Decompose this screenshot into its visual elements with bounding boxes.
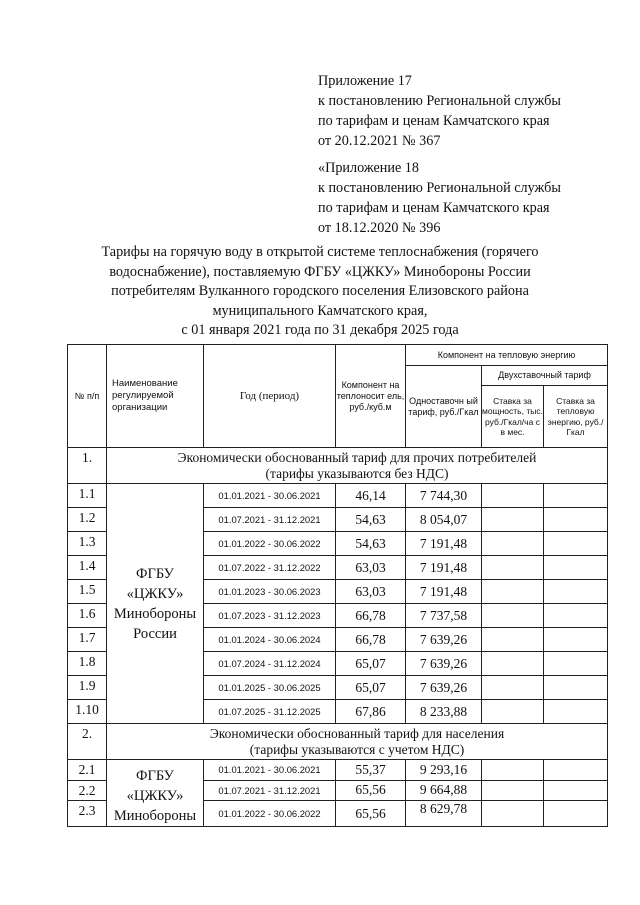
water-component-cell: 54,63	[336, 532, 406, 556]
section-number: 2.	[68, 724, 107, 760]
header-two-part-tariff: Двухставочный тариф	[482, 366, 608, 386]
energy-rate-cell	[544, 760, 608, 781]
section-title-line: (тарифы указываются с учетом НДС)	[249, 741, 465, 757]
one-part-tariff-cell: 8 629,78	[406, 801, 482, 827]
one-part-tariff-cell: 7 639,26	[406, 652, 482, 676]
energy-rate-cell	[544, 652, 608, 676]
title-line: Тарифы на горячую воду в открытой системе теплоснабжения (горячего	[101, 244, 539, 260]
header-one-part-tariff: Одноставочн ый тариф, руб./Гкал	[406, 366, 482, 448]
row-number: 1.5	[68, 580, 107, 604]
water-component-cell: 66,78	[336, 604, 406, 628]
section-row	[68, 448, 608, 484]
period-cell: 01.07.2024 - 31.12.2024	[204, 652, 336, 676]
row-number: 1.8	[68, 652, 107, 676]
one-part-tariff-cell: 7 737,58	[406, 604, 482, 628]
title-line: потребителям Вулканного городского поселения Елизовского района	[111, 283, 529, 299]
header-org: Наименование регулируемой организации	[107, 345, 204, 448]
period-cell: 01.01.2022 - 30.06.2022	[204, 801, 336, 827]
one-part-tariff-cell: 7 744,30	[406, 484, 482, 508]
title-line: муниципального Камчатского края,	[212, 302, 428, 319]
period-cell: 01.07.2023 - 31.12.2023	[204, 604, 336, 628]
capacity-rate-cell	[482, 580, 544, 604]
one-part-tariff-cell: 7 639,26	[406, 628, 482, 652]
header-energy-rate: Ставка за тепловую энергию, руб./Гкал	[544, 386, 608, 448]
row-number: 2.2	[68, 780, 107, 801]
row-number: 1.2	[68, 508, 107, 532]
annex-line: к постановлению Региональной службы	[318, 93, 561, 109]
title-line: с 01 января 2021 года по 31 декабря 2025 года	[181, 322, 459, 338]
water-component-cell: 65,56	[336, 801, 406, 827]
row-number: 2.3	[68, 801, 107, 827]
water-component-cell: 66,78	[336, 628, 406, 652]
row-number: 1.3	[68, 532, 107, 556]
header-capacity-rate: Ставка за мощность, тыс. руб./Гкал/ча с в мес.	[482, 386, 544, 448]
annex-previous-reference	[318, 158, 618, 238]
one-part-tariff-cell: 9 664,88	[406, 780, 482, 801]
annex-line: от 18.12.2020 № 396	[318, 220, 441, 236]
capacity-rate-cell	[482, 652, 544, 676]
section-title	[107, 724, 608, 760]
row-number: 1.6	[68, 604, 107, 628]
org-line: ФГБУ	[136, 565, 174, 582]
annex-current-reference	[318, 71, 618, 151]
section-number: 1.	[68, 448, 107, 484]
header-heat-component: Компонент на тепловую энергию	[406, 345, 608, 366]
one-part-tariff-cell: 7 639,26	[406, 676, 482, 700]
period-cell: 01.01.2022 - 30.06.2022	[204, 532, 336, 556]
table-row	[68, 760, 608, 781]
row-number: 1.7	[68, 628, 107, 652]
organization-cell	[107, 760, 204, 827]
period-cell: 01.01.2023 - 30.06.2023	[204, 580, 336, 604]
one-part-tariff-cell: 7 191,48	[406, 556, 482, 580]
capacity-rate-cell	[482, 508, 544, 532]
header-period: Год (период)	[204, 345, 336, 448]
organization-cell	[107, 484, 204, 724]
one-part-tariff-cell: 8 233,88	[406, 700, 482, 724]
energy-rate-cell	[544, 780, 608, 801]
water-component-cell: 54,63	[336, 508, 406, 532]
row-number: 1.4	[68, 556, 107, 580]
annex-line: Приложение 17	[318, 73, 412, 89]
capacity-rate-cell	[482, 628, 544, 652]
energy-rate-cell	[544, 484, 608, 508]
capacity-rate-cell	[482, 700, 544, 724]
header-num: № п/п	[68, 345, 107, 448]
annex-line: «Приложение 18	[318, 160, 419, 176]
capacity-rate-cell	[482, 760, 544, 781]
water-component-cell: 65,07	[336, 676, 406, 700]
energy-rate-cell	[544, 801, 608, 827]
energy-rate-cell	[544, 604, 608, 628]
capacity-rate-cell	[482, 532, 544, 556]
water-component-cell: 67,86	[336, 700, 406, 724]
water-component-cell: 63,03	[336, 556, 406, 580]
section-title	[107, 448, 608, 484]
water-component-cell: 55,37	[336, 760, 406, 781]
capacity-rate-cell	[482, 676, 544, 700]
capacity-rate-cell	[482, 556, 544, 580]
one-part-tariff-cell: 7 191,48	[406, 532, 482, 556]
period-cell: 01.01.2024 - 30.06.2024	[204, 628, 336, 652]
capacity-rate-cell	[482, 780, 544, 801]
energy-rate-cell	[544, 676, 608, 700]
period-cell: 01.07.2025 - 31.12.2025	[204, 700, 336, 724]
period-cell: 01.01.2021 - 30.06.2021	[204, 484, 336, 508]
one-part-tariff-cell: 8 054,07	[406, 508, 482, 532]
annex-line: к постановлению Региональной службы	[318, 180, 561, 196]
section-row	[68, 724, 608, 760]
document-title	[60, 243, 580, 341]
water-component-cell: 65,07	[336, 652, 406, 676]
water-component-cell: 63,03	[336, 580, 406, 604]
row-number: 1.10	[68, 700, 107, 724]
one-part-tariff-cell: 9 293,16	[406, 760, 482, 781]
tariff-table	[67, 344, 608, 827]
energy-rate-cell	[544, 508, 608, 532]
energy-rate-cell	[544, 532, 608, 556]
org-line: «ЦЖКУ»	[126, 788, 184, 804]
capacity-rate-cell	[482, 484, 544, 508]
period-cell: 01.01.2021 - 30.06.2021	[204, 760, 336, 781]
org-line: ФГБУ	[136, 768, 174, 784]
section-title-line: Экономически обоснованный тариф для населения	[209, 725, 505, 741]
header-row	[68, 345, 608, 366]
capacity-rate-cell	[482, 604, 544, 628]
capacity-rate-cell	[482, 801, 544, 827]
row-number: 1.1	[68, 484, 107, 508]
energy-rate-cell	[544, 556, 608, 580]
period-cell: 01.07.2022 - 31.12.2022	[204, 556, 336, 580]
annex-line: по тарифам и ценам Камчатского края	[318, 200, 550, 216]
row-number: 1.9	[68, 676, 107, 700]
annex-line: по тарифам и ценам Камчатского края	[318, 113, 550, 129]
water-component-cell: 46,14	[336, 484, 406, 508]
period-cell: 01.07.2021 - 31.12.2021	[204, 780, 336, 801]
org-line: «ЦЖКУ»	[126, 585, 184, 602]
energy-rate-cell	[544, 700, 608, 724]
water-component-cell: 65,56	[336, 780, 406, 801]
period-cell: 01.07.2021 - 31.12.2021	[204, 508, 336, 532]
header-water-component: Компонент на теплоносит ель, руб./куб.м	[336, 345, 406, 448]
table-row	[68, 484, 608, 508]
one-part-tariff-cell: 7 191,48	[406, 580, 482, 604]
annex-line: от 20.12.2021 № 367	[318, 133, 441, 149]
title-line: водоснабжение), поставляемую ФГБУ «ЦЖКУ» Минобороны России	[109, 263, 531, 280]
section-title-line: Экономически обоснованный тариф для прочих потребителей	[177, 449, 537, 465]
org-line: России	[133, 625, 177, 642]
row-number: 2.1	[68, 760, 107, 781]
period-cell: 01.01.2025 - 30.06.2025	[204, 676, 336, 700]
org-line: Минобороны	[113, 808, 197, 824]
org-line: Минобороны	[113, 605, 197, 622]
energy-rate-cell	[544, 628, 608, 652]
energy-rate-cell	[544, 580, 608, 604]
section-title-line: (тарифы указываются без НДС)	[265, 465, 449, 481]
